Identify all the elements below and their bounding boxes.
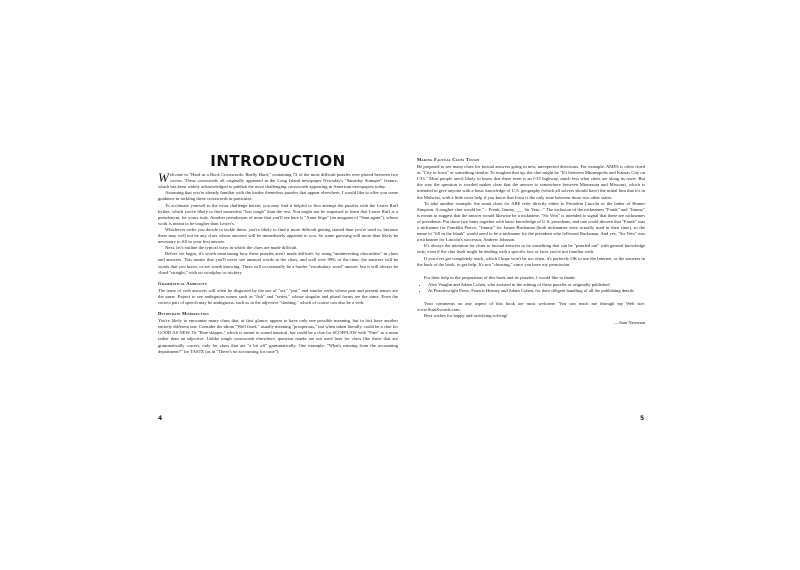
intro-paragraph-2: Assuming that you're already familiar with the harder themeless puzzles that appear elsewhere, I would like to offer you some guidance in tackling these crosswords in particular. <box>158 190 398 202</box>
thanks-intro: For their help in the preparation of this book and its puzzles, I would like to thank: <box>424 274 576 280</box>
signature: —Stan Newman <box>614 320 645 326</box>
intro-paragraph-6: Before we begin, it's worth mentioning how these puzzles aren't made difficult: by using "uninteresting obscurities" in clues and answers. This means that you'll never see unusual words in the clues, and well over 99% of the time, the answers will be words that you know, or are worth knowing. There will occasionally be a harder "vocabulary word" answer, but it will always be clued "straight," with no wordplay or trickery. <box>158 251 398 275</box>
thanks-item: • At Puzzlewright Press: Francis Heaney and Adam Cohen, for their diligent handling of all the publishing details <box>428 288 645 294</box>
section-factual-paragraph-2: To take another example, the usual clues for ABE refer directly either to President Lincoln or the father of Homer Simpson. A tougher clue would be "... Frank, Jimmy, ___ Sir Veto..." The inclusion of the nicknames "Frank" and "Jimmy" is meant to suggest that the answer would likewise be a nickname. "Sir Veto" is intended to signal that these are nicknames of presidents. Put those two hints together with basic knowledge of U.S. presidents, and one could discern that "Frank" was a nickname for Franklin Pierce, "Jimmy" for James Buchanan (both nicknames were actually used in their time), so the name to "fill in the blank" would need to be a nickname for the president who followed Buchanan. And yes, "Sir Veto" was a nickname for Lincoln's successor, Andrew Johnson. <box>417 200 645 243</box>
intro-paragraph-4: Whichever order you decide to tackle these, you're likely to find it more difficult getting started than you're used to, because there may well not be any clues whose answers will be immediately apparent to you. So some guessing will more than likely be necessary to fill in your first answer. <box>158 226 398 245</box>
section-heading-misdirection: Deliberate Misdirection <box>158 311 209 317</box>
right-page <box>417 157 645 326</box>
left-page <box>158 152 398 355</box>
spacer <box>417 294 645 301</box>
section-misdirection-paragraph: You're likely to encounter many clues that, at first glance, appear to have only one possible meaning, but in fact have another entirely different one. Consider the idiom "Well fixed," usually meaning "prosperous," but when taken literally, could be a clue for GOOD AS NEW. Or "Fine skipper," which is meant to sound nautical, but could be a clue for SCOFFLAW with "Fine" as a noun rather than an adjective. Unlike tough crosswords elsewhere, question marks are not used here for clues like these that are grammatically correct, only for clues that are "a bit off" grammatically. One example: "What's missing from the accounting department?" for TASTE (as in "There's no accounting for taste"). <box>158 318 398 354</box>
section-heading-factual: Making Factual Clues Tough <box>417 157 479 162</box>
spacer <box>417 268 645 275</box>
page-title: INTRODUCTION <box>210 152 346 170</box>
section-grammatical-paragraph: The tense of verb answers will often be disguised by the use of "set," "put," and similar verbs whose past and present tenses are the same. Expect to see ambiguous nouns such as "fish" and "series," whose singular and plural forms are the same. Even the correct part of speech may be ambiguous, such as in the adjective "dashing," which of course can also be a verb. <box>158 287 398 305</box>
section-factual-paragraph-4: If you ever get completely stuck, which I hope won't be too often, it's perfectly OK to use the Internet, or the answers in the back of the book, to get help. It's not "cheating," since you have my permission. <box>417 255 645 267</box>
closing-paragraph: Your comments on any aspect of this book are most welcome. You can reach me through my Web site: www.StanXwords.com. <box>417 300 645 313</box>
intro-paragraph-5: Next, let's outline the typical ways in which the clues are made difficult. <box>165 245 298 251</box>
section-factual-paragraph-3: It's always the intention for clues to factual answers to be something that can be "puzzled out" with general knowledge only, even if the clue itself might be dealing with a specific fact or facts you're not familiar with. <box>417 243 645 255</box>
intro-paragraph-1-text: elcome to "Hard as a Rock Crosswords: Really Hard," containing 72 of the most difficult puzzles ever placed between two covers. These crosswords all originally appeared in the Long Island newspaper Newsday's "Saturday Stumper" feature, which has been widely acknowledged to publish the most challenging crosswords appearing in American newspapers today. <box>158 172 398 190</box>
section-heading-grammatical: Grammatical Ambiguity <box>158 280 208 286</box>
thanks-list <box>417 282 645 294</box>
closing-wishes: Best wishes for happy and satisfying solving! <box>424 313 508 319</box>
section-factual-paragraph-1: Be prepared to see many clues for factual answers going in new, unexpected directions. For example: AMES is often clued as "City in Iowa" or something similar. To toughen that up, the clue might be "It's between Minneapolis and Kansas City on I-35." Most people aren't likely to know that there even is an I-35 highway, much less what cities are along its route. But the way the question is worded makes clear that the answer is somewhere between Minnesota and Missouri, which is intended to give anyone with a basic knowledge of U.S. geography (which all solvers should have) the initial hint that it's in the Midwest, with a little extra help if you know that Iowa is the only state between those two other states. <box>417 164 645 200</box>
drop-cap: W <box>158 170 169 186</box>
intro-paragraph-1 <box>158 172 398 190</box>
intro-paragraph-3: To acclimate yourself to the extra challenge herein, you may find it helpful to first attempt the puzzles with the Lester Ruff byline, which you're likely to find somewhat "less tough" than the rest. You might not be surprised to learn that Lester Ruff is a pseudonym, for yours truly. Another pseudonym of mine that you'll see here is "Anna Stiga" (an anagram of "Stan again"), whose work is meant to be tougher than Lester's. <box>158 202 398 226</box>
page-number-left: 4 <box>158 415 163 422</box>
thanks-item: • Alex Vaughn and Adam Cohen, who assisted in the editing of these puzzles as originally published <box>428 282 645 288</box>
page-number-right: 5 <box>640 415 645 422</box>
